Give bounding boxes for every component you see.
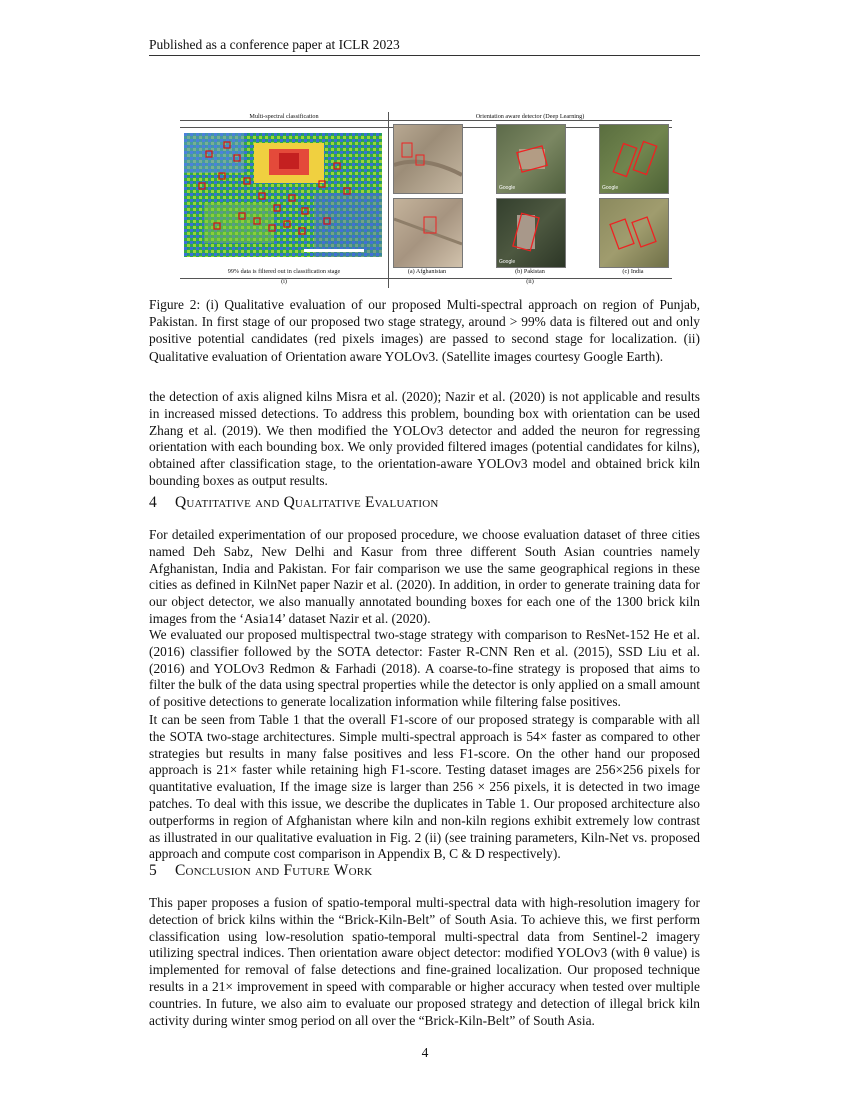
section-5-title: Conclusion and Future Work	[175, 862, 373, 879]
left-panel-label: (i)	[281, 278, 287, 285]
figure-top-rule	[180, 120, 672, 121]
figure-2	[180, 112, 672, 288]
running-header: Published as a conference paper at ICLR 2023	[149, 37, 400, 52]
tile-afghanistan-bottom	[393, 198, 463, 268]
left-panel-caption: 99% data is filtered out in classification stage	[227, 268, 341, 275]
left-panel-title: Multi-spectral classification	[249, 113, 319, 120]
figure-column-separator	[388, 112, 389, 288]
paragraph-5: This paper proposes a fusion of spatio-temporal multi-spectral data with high-resolution imagery for detection of brick kilns within the “Brick-Kiln-Belt” of South Asia. To achieve this, we first perform classification using low-resolution spatio-temporal multi-spectral data from Sentinel-2 imagery utilizing spectral indices. Then orientation aware object detector: modified YOLOv3 (with θ value) is implemented for removal of false detections and fine-grained localization. Our proposed technique results in a 21× improvement in speed with comparable or higher accuracy when tested over multiple countries. In future, we also aim to evaluate our proposed strategy and detection of illegal brick kiln activity during winter smog period on all over the “Brick-Kiln-Belt” of South Asia.	[149, 895, 700, 1028]
figure-caption: Figure 2: (i) Qualitative evaluation of our proposed Multi-spectral approach on region of Punjab, Pakistan. In first stage of our proposed two stage strategy, around > 99% data is filtered out and only positive potential candidates (red pixels images) are passed to second stage for localization. (ii) Qualitative evaluation of Orientation aware YOLOv3. (Satellite images courtesy Google Earth).	[149, 297, 700, 364]
section-4-title: Quatitative and Qualitative Evaluation	[175, 494, 439, 511]
section-5-heading	[149, 862, 372, 880]
subcaption-pakistan: (b) Pakistan	[515, 268, 545, 275]
paragraph-4: It can be seen from Table 1 that the overall F1-score of our proposed strategy is comparable with all the SOTA two-stage architectures. Simple multi-spectral approach is 54× faster as compared to other strategies but results in many false positives and less F1-score. On the other hand our proposed approach is 21× faster while retaining high F1-score. Testing dataset images are 256×256 pixels for quantitative evaluation, If the image size is larger than 256 × 256 pixels, it is detected in two image patches. To deal with this issue, we describe the duplicates in Table 1. Our proposed architecture also outperforms in region of Afghanistan where kiln and non-kiln regions exhibit extremely low contrast as illustrated in our qualitative evaluation in Fig. 2 (ii) (see training parameters, Kiln-Net vs. proposed approach and compute cost comparison in Appendix B, C & D respectively).	[149, 712, 700, 862]
page-number: 4	[421, 1045, 429, 1060]
tile-pakistan-top	[496, 124, 566, 194]
right-panel-label: (ii)	[526, 278, 534, 285]
tile-india-top	[599, 124, 669, 194]
tile-pakistan-bottom	[496, 198, 566, 268]
tile-afghanistan-top	[393, 124, 463, 194]
subcaption-afghanistan: (a) Afghanistan	[407, 268, 447, 275]
right-panel-title: Orientation aware detector (Deep Learning)	[475, 113, 585, 120]
section-4-heading	[149, 494, 439, 512]
paragraph-3: We evaluated our proposed multispectral two-stage strategy with comparison to ResNet-152 He et al. (2016) classifier followed by the SOTA detector: Faster R-CNN Ren et al. (2015), SSD Liu et al. (2016) and YOLOv3 Redmon & Farhadi (2018). A coarse-to-fine strategy is proposed that aims to filter the bulk of the data using spectral properties while the detector is only applied on a small amount of positive detections to generate localization information while filtering false positives.	[149, 627, 700, 710]
google-watermark: Google	[602, 185, 619, 191]
section-5-number: 5	[149, 862, 157, 879]
header-rule	[149, 55, 700, 56]
section-4-number: 4	[149, 494, 157, 511]
paragraph-2: For detailed experimentation of our proposed procedure, we choose evaluation dataset of three cities named Deh Sabz, New Delhi and Kasur from three different South Asian countries namely Afghanistan, India and Pakistan. For fair comparison we use the same geographical regions in these cities as defined in KilnNet paper Nazir et al. (2020). In addition, in order to generate training data for our object detector, we also manually annotated bounding boxes for each one of the 1300 brick kiln images from the ‘Asia14’ dataset Nazir et al. (2020).	[149, 527, 700, 626]
paragraph-1: the detection of axis aligned kilns Misra et al. (2020); Nazir et al. (2020) is not applicable and results in increased missed detections. To address this problem, bounding box with orientation can be used Zhang et al. (2019). We then modified the YOLOv3 detector and added the neuron for regressing orientation with each bounding box. We only provided filtered images (potential candidates for kilns), obtained after classification stage, to the orientation-aware YOLOv3 model and obtained brick kiln bounding boxes as output results.	[149, 389, 700, 488]
tile-india-bottom	[599, 198, 669, 268]
google-watermark: Google	[499, 185, 516, 191]
google-watermark: Google	[499, 259, 516, 265]
multispectral-map	[184, 133, 382, 257]
subcaption-india: (c) India	[622, 268, 644, 275]
